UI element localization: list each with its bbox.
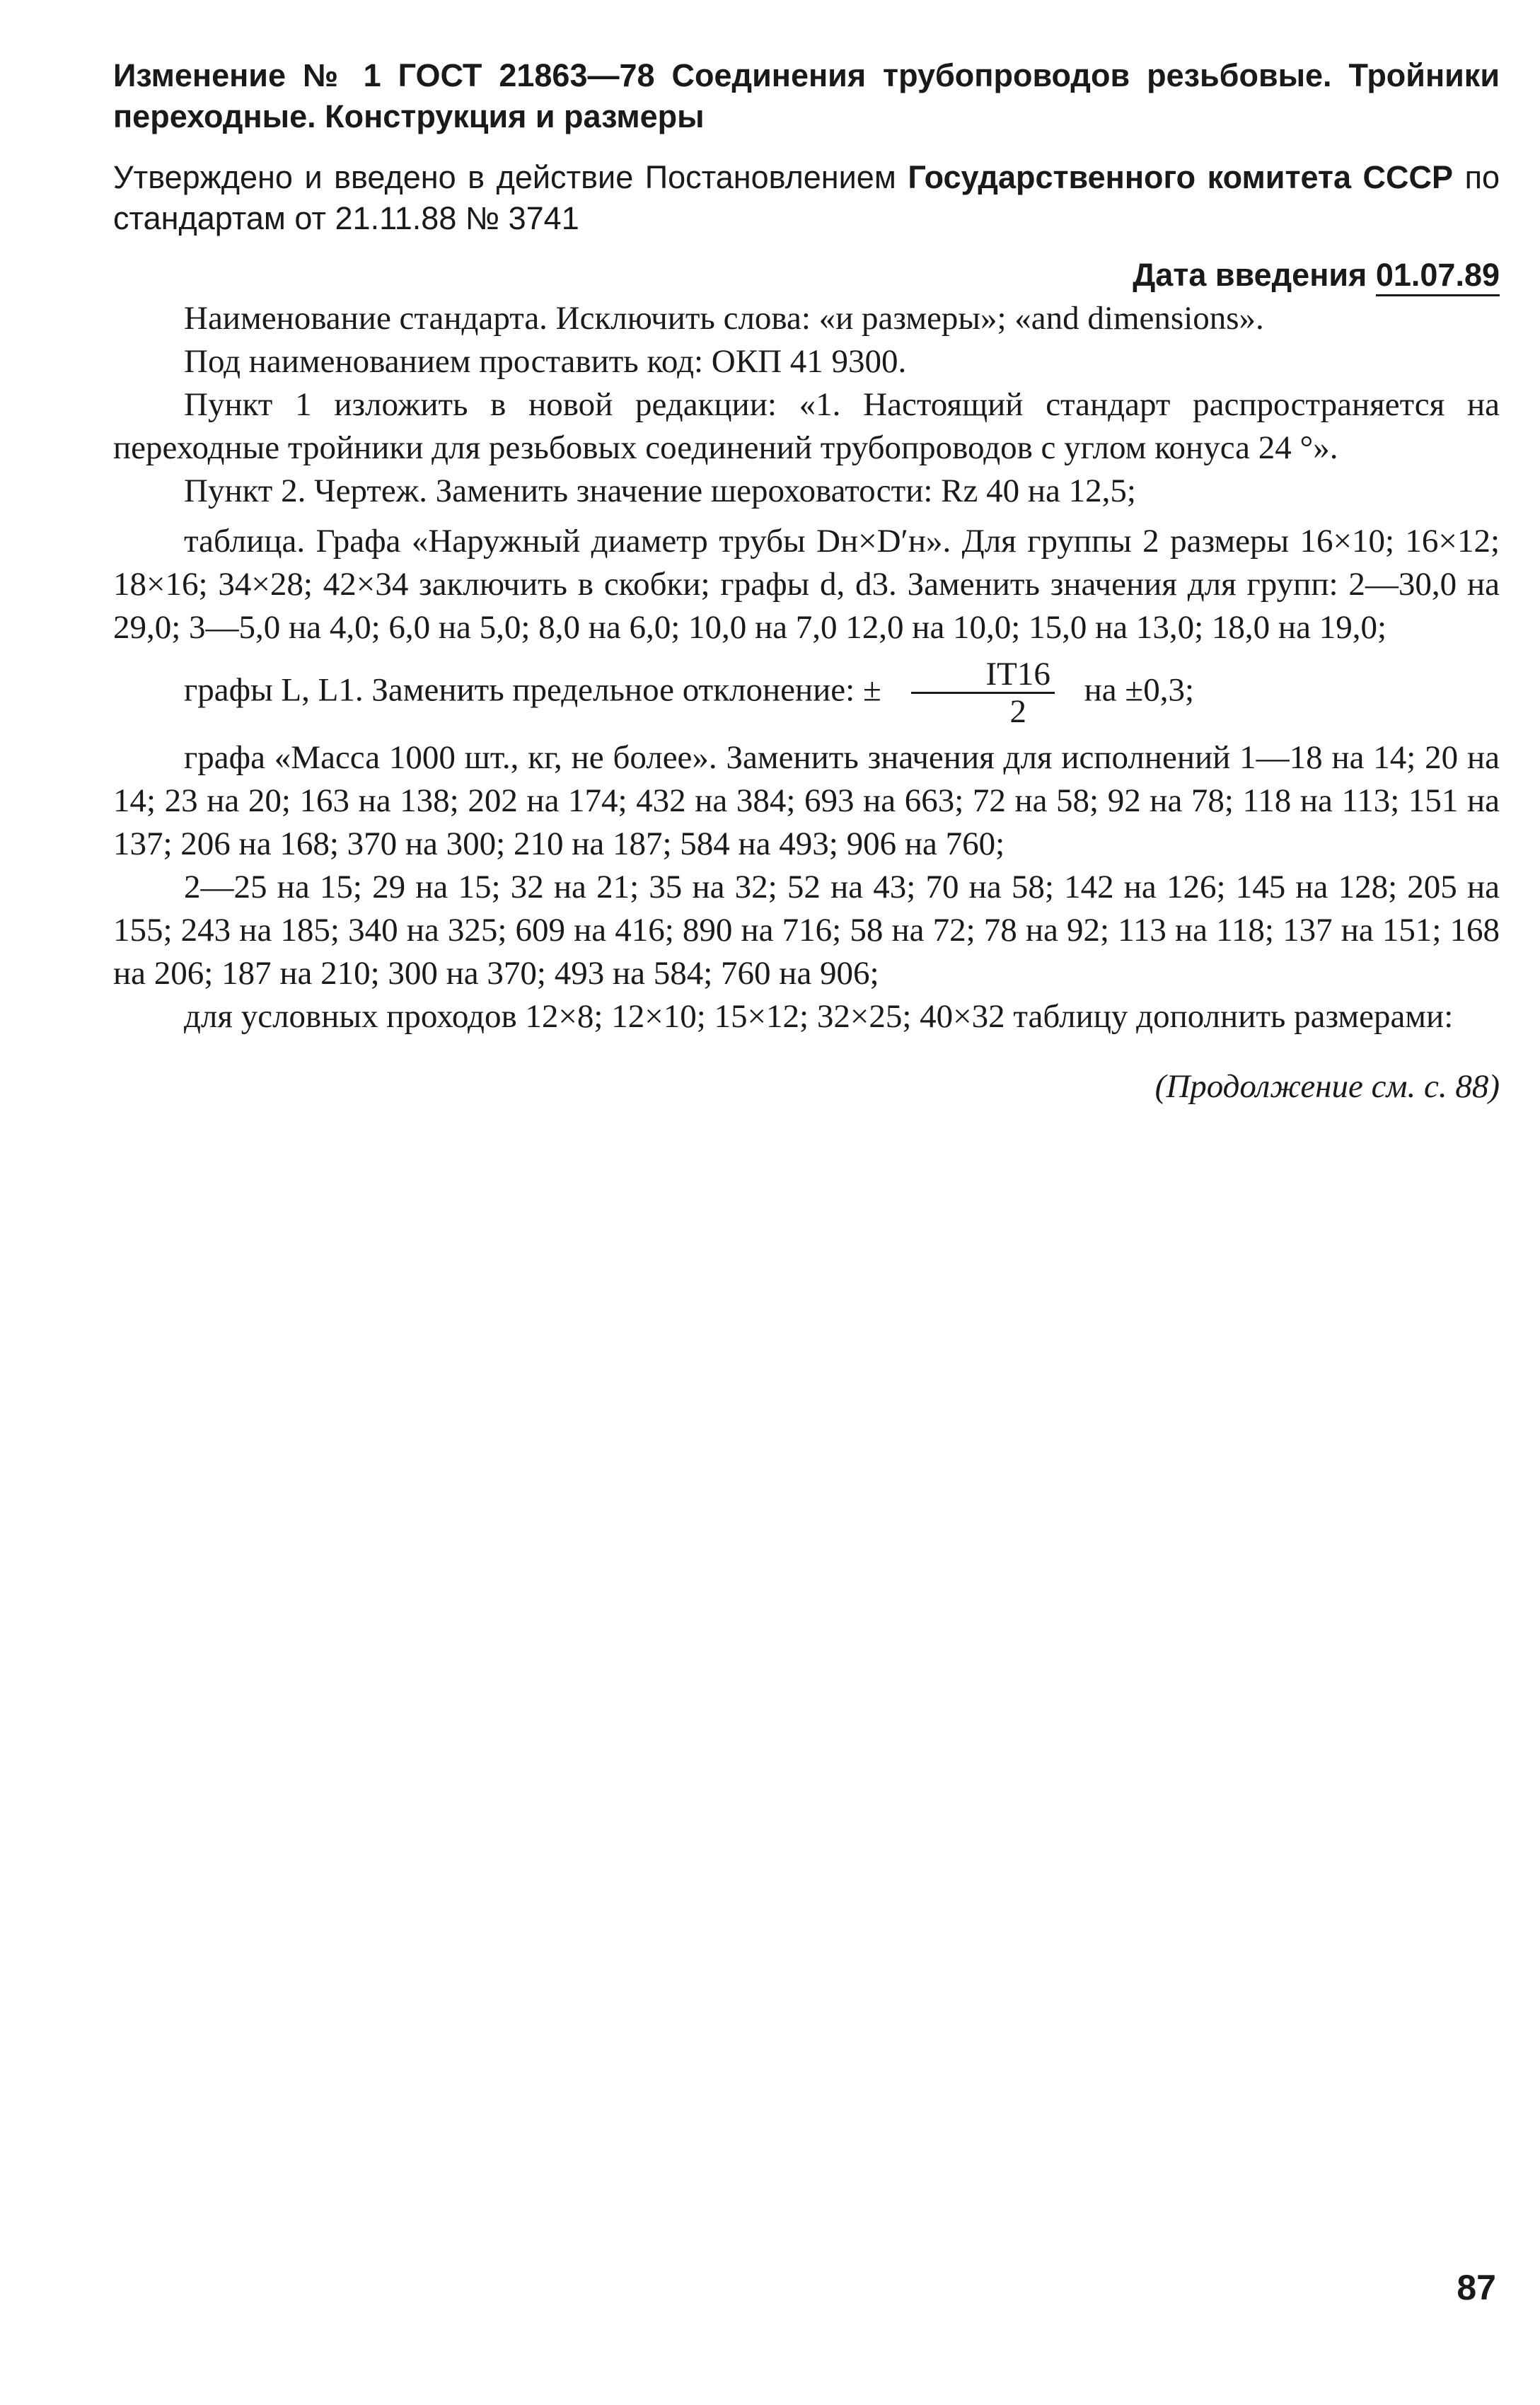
paragraph-mass-group-1: графа «Масса 1000 шт., кг, не более». Заменить значения для исполнений 1—18 на 14; 20 на 14; 23 на 20; 163 на 138; 202 на 174; 432 на 384; 693 на 663; 72 на 58; 92 на 78; 118 на 113; 151 на 137; 206 на 168; 370 на 300; 210 на 187; 584 на 493; 906 на 760;: [113, 739, 1500, 862]
approval-lead: Утверждено и введено в действие: [113, 159, 634, 195]
amendment-title: Изменение № 1 ГОСТ 21863—78 Соединения трубопроводов резьбовые. Тройники переходные. Конструкция и размеры: [113, 57, 1500, 134]
document-body: [113, 297, 1500, 1108]
continuation-note: (Продолжение см. с. 88): [1154, 1068, 1500, 1105]
document-header: [113, 55, 1500, 296]
tolerance-fraction: [911, 656, 1055, 729]
effective-date-label: Дата введения: [1133, 257, 1367, 293]
fraction-numerator: IT16: [911, 656, 1055, 694]
approval-statement: [113, 157, 1500, 239]
approval-mid: Постановлением: [644, 159, 896, 195]
paragraph-tolerance: [113, 656, 1500, 729]
paragraph-mass-group-2: 2—25 на 15; 29 на 15; 32 на 21; 35 на 32; 52 на 43; 70 на 58; 142 на 126; 145 на 128; 205 на 155; 243 на 185; 340 на 325; 609 на 416; 890 на 716; 58 на 72; 78 на 92; 113 на 118; 137 на 151; 168 на 206; 187 на 210; 300 на 370; 493 на 584; 760 на 906;: [113, 869, 1500, 992]
paragraph-clause-1: Пункт 1 изложить в новой редакции: «1. Настоящий стандарт распространяется на переходные тройники для резьбовых соединений трубопроводов с углом конуса 24 °».: [113, 386, 1500, 466]
page-number: 87: [1457, 2268, 1496, 2307]
paragraph-clause-2: Пункт 2. Чертеж. Заменить значение шероховатости: Rz 40 на 12,5;: [184, 473, 1136, 509]
paragraph-nominal-passages: для условных проходов 12×8; 12×10; 15×12; 32×25; 40×32 таблицу дополнить размерами:: [184, 998, 1454, 1035]
effective-date: 01.07.89: [1376, 257, 1500, 296]
paragraph-standard-name: Наименование стандарта. Исключить слова: «и размеры»; «and dimensions».: [184, 300, 1264, 337]
paragraph-table-diameter: таблица. Графа «Наружный диаметр трубы Dн×D′н». Для группы 2 размеры 16×10; 16×12; 18×16; 34×28; 42×34 заключить в скобки; графы d, d3. Заменить значения для групп: 2—30,0 на 29,0; 3—5,0 на 4,0; 6,0 на 5,0; 8,0 на 6,0; 10,0 на 7,0 12,0 на 10,0; 15,0 на 13,0; 18,0 на 19,0;: [113, 523, 1500, 646]
tolerance-text-after: на ±0,3;: [1084, 671, 1195, 709]
tolerance-text-before: графы L, L1. Заменить предельное отклонение: ±: [184, 671, 881, 709]
approval-tail: по стандартам от 21.11.88 № 3741: [113, 159, 1500, 236]
fraction-denominator: 2: [1009, 693, 1026, 730]
paragraph-okp-code: Под наименованием проставить код: ОКП 41 9300.: [184, 343, 907, 380]
effective-date-line: [113, 255, 1500, 296]
approval-org: Государственного комитета СССР: [908, 159, 1454, 195]
